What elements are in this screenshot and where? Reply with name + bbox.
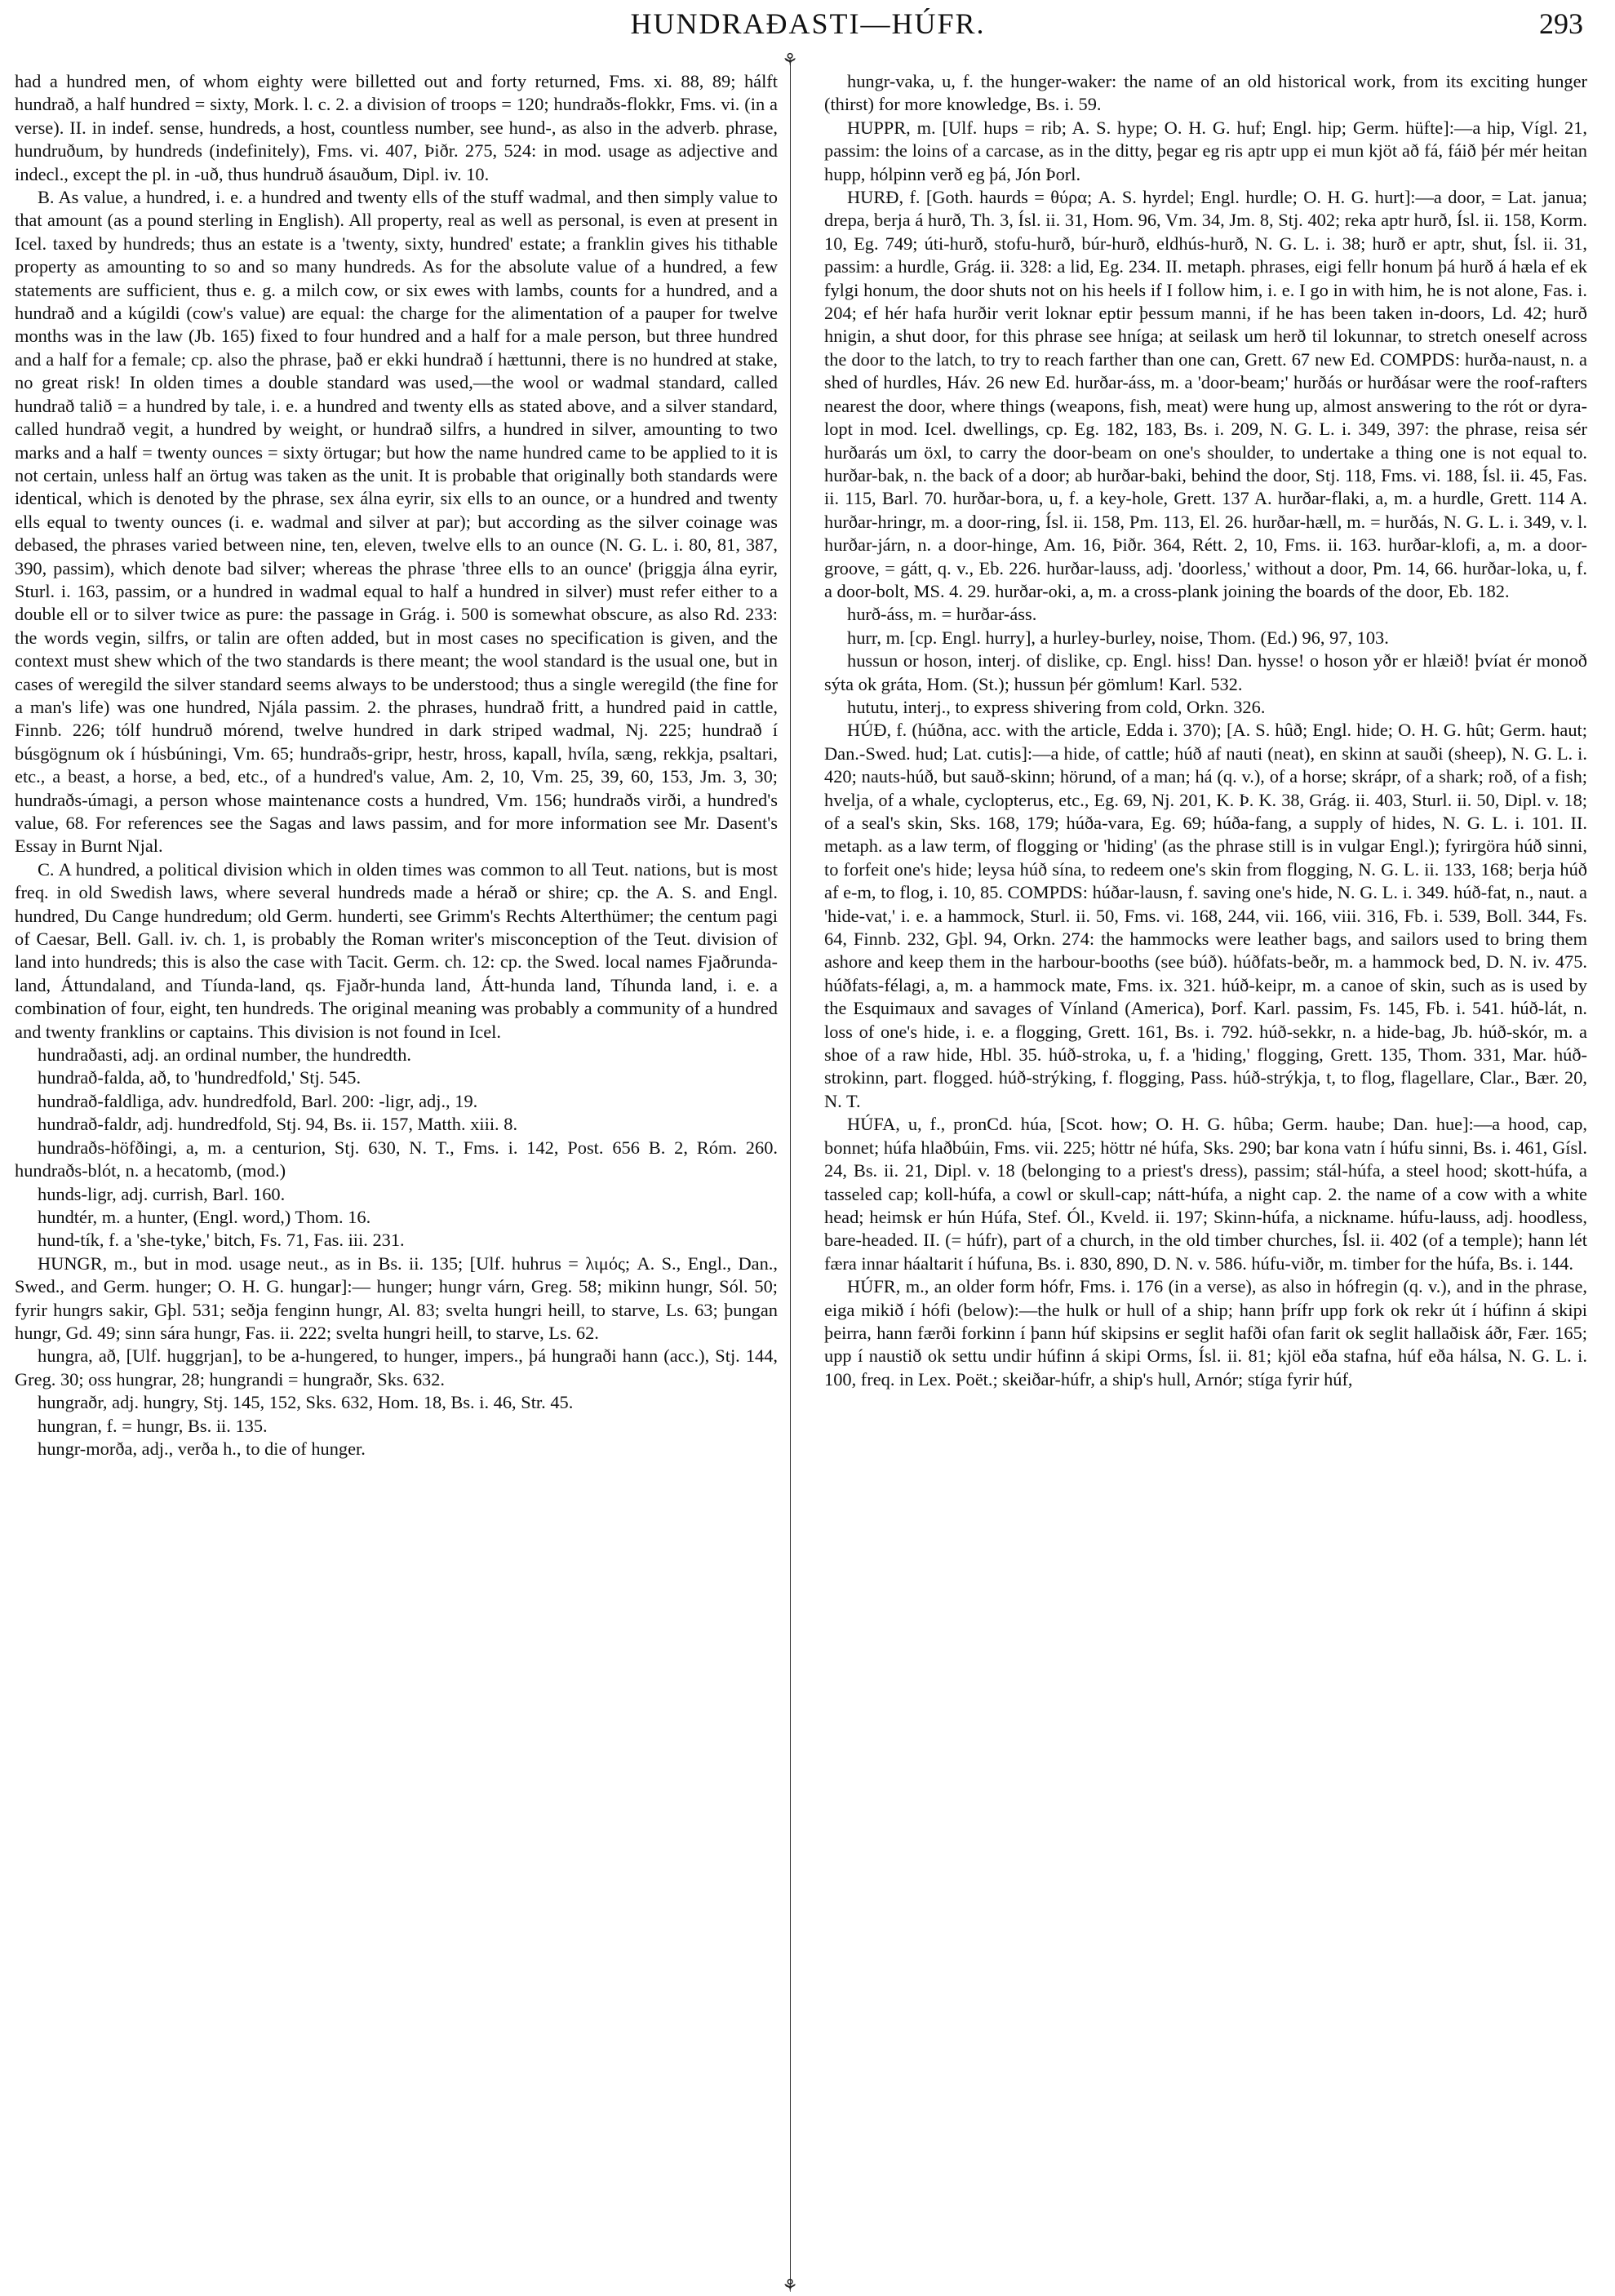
dictionary-entry: hund-tík, f. a 'she-tyke,' bitch, Fs. 71, Fas. iii. 231.	[38, 1230, 405, 1251]
dictionary-entry: hundrað-falda, að, to 'hundredfold,' Stj. 545.	[38, 1067, 362, 1088]
dictionary-entry: hurr, m. [cp. Engl. hurry], a hurley-burley, noise, Thom. (Ed.) 96, 97, 103.	[847, 627, 1389, 648]
dictionary-entry: hunds-ligr, adj. currish, Barl. 160.	[38, 1183, 286, 1204]
entry-text: B. As value, a hundred, i. e. a hundred and twenty ells of the stuff wadmal, and then simply value to that amount (as a pound sterling in English). All property, real as well as personal, is even at present in Icel. taxed by hundreds; thus an estate is a 'twenty, sixty, hundred' estate; a franklin gives his tithable property as amounting to so and so many hundreds. As for the absolute value of a hundred, a few statements are sufficient, thus e. g. a milch cow, or six ewes with lambs, counts for a hundred, and a hundrað and a kúgildi (cow's value) are equal: the charge for the alimentation of a pauper for twelve months was in the law (Jb. 165) fixed to four hundred and a half for a male person, but three hundred and a half for a female; cp. also the phrase, það er ekki hundrað í hættunni, there is no hundred at stake, no great risk! In olden times a double standard was used,—the wool or wadmal standard, called hundrað talið = a hundred by tale, i. e. a hundred and twenty ells as stated above, and a silver standard, called hundrað vegit, a hundred by weight, or hundrað silfrs, a hundred in silver, amounting to two marks and a half = twenty ounces = sixty örtugar; but how the name hundred came to be applied to it is not certain, unless half an örtug was taken as the unit. It is probable that originally both standards were identical, which is denoted by the phrase, sex álna eyrir, six ells to an ounce, or a hundred and twenty ells equal to twenty ounces (i. e. wadmal and silver at par); but according as the silver coinage was debased, the phrases varied between nine, ten, eleven, twelve ells to an ounce (N. G. L. i. 80, 81, 387, 390, passim), which denote bad silver; whereas the phrase 'three ells to an ounce' (þriggja álna eyrir, Sturl. i. 163, passim, or a hundred in wadmal equal to half a hundred in silver) must refer either to a double ell or to silver twice as pure: the passage in Grág. i. 500 is somewhat obscure, as also Rd. 233: the words vegin, silfrs, or talin are often added, but in most cases no specification is given, and the context must shew which of the two standards is there meant; the wool standard is the usual one, but in cases of weregild the silver standard seems always to be understood; thus a single weregild (the fine for a man's life) was one hundred, Njála passim. 2. the phrases, hundrað fritt, a hundred paid in cattle, Finnb. 226; tólf hundruð mórend, twelve hundred in dark striped wadmal, Nj. 225; hundrað í búsgögnum ok í húsbúningi, Vm. 65; hundraðs-gripr, hestr, hross, kapall, hvíla, sæng, rekkja, psaltari, etc., a beast, a horse, a bed, etc., of a hundred's value, Am. 2, 10, Vm. 25, 39, 60, 153, Jm. 3, 30; hundraðs-úmagi, a person whose maintenance costs a hundred, Vm. 156; hundraðs virði, a hundred's value, 68. For references see the Sagas and laws passim, and for more information see Mr. Dasent's Essay in Burnt Njal.	[15, 187, 778, 857]
dictionary-entry: HURÐ, f. [Goth. haurds = θύρα; A. S. hyrdel; Engl. hurdle; O. H. G. hurt]:—a door, = Lat. janua; drepa, berja á hurð, Th. 3, Ísl. ii. 31, Hom. 96, Vm. 34, Jm. 8, Stj. 402; reka aptr hurð, Ísl. ii. 158, Korm. 10, Eg. 749; úti-hurð, stofu-hurð, búr-hurð, eldhús-hurð, N. G. L. i. 38; hurð er aptr, shut, Ísl. ii. 31, passim: a hurdle, Grág. ii. 328: a lid, Eg. 234. II. metaph. phrases, eigi fellr honum þá hurð á hæla ef ek fylgi honum, the door shuts not on his heels if I follow him, i. e. I go in with him, he is not alone, Fas. i. 204; ef hér hafa hurðir verit loknar eptir þessum manni, if he has been taken in-doors, Ld. 42; hurð hnigin, a shut door, for this phrase see hníga; at seilask um herð til lokunnar, to stretch oneself across the door to the latch, to try to reach farther than one can, Grett. 67 new Ed. COMPDS: hurða-naust, n. a shed of hurdles, Háv. 26 new Ed. hurðar-áss, m. a 'door-beam;' hurðás or hurðásar were the roof-rafters nearest the door, where things (weapons, fish, meat) were hung up, almost answering to the rót or dyra-lopt in mod. Icel. dwellings, cp. Eg. 182, 183, Bs. i. 209, N. G. L. i. 349, 397: the phrase, reisa sér hurðarás um öxl, to carry the door-beam on one's shoulder, to undertake a thing one is not equal to. hurðar-bak, n. the back of a door; ab hurðar-baki, behind the door, Stj. 118, Fms. vi. 188, Ísl. ii. 45, Fas. ii. 115, Barl. 70. hurðar-bora, u, f. a key-hole, Grett. 137 A. hurðar-flaki, a, m. a hurdle, Grett. 114 A. hurðar-hringr, m. a door-ring, Ísl. ii. 158, Pm. 113, El. 26. hurðar-hæll, m. = hurðás, N. G. L. i. 349, v. l. hurðar-járn, n. a door-hinge, Am. 16, Þiðr. 364, Rétt. 2, 10, Fms. ii. 163. hurðar-klofi, a, m. a door-groove, = gátt, q. v., Eb. 226. hurðar-lauss, adj. 'doorless,' without a door, Pm. 14, 66. hurðar-loka, u, f. a door-bolt, MS. 4. 29. hurðar-oki, a, m. a cross-plank joining the boards of the door, Eb. 182.	[824, 187, 1587, 601]
right-column	[824, 70, 1587, 1391]
dictionary-entry: HUNGR, m., but in mod. usage neut., as in Bs. ii. 135; [Ulf. huhrus = λιμός; A. S., Engl., Dan., Swed., and Germ. hunger; O. H. G. hungar]:— hunger; hungr várn, Greg. 58; mikinn hungr, Sól. 50; fyrir hungrs sakir, Gþl. 531; seðja fenginn hungr, Al. 83; svelta hungri heill, to starve, Ls. 63; þungan hungr, Gd. 49; sinn sára hungr, Fas. ii. 222; svelta hungri heill, to starve, Ls. 62.	[15, 1252, 778, 1343]
dictionary-entry: HÚFR, m., an older form hófr, Fms. i. 176 (in a verse), as also in hófregin (q. v.), and in the phrase, eiga mikið í hófi (below):—the hulk or hull of a ship; hann þrífr upp fork ok rekr út í húfinn á skipi þeirra, hann færði forkinn í þann húf skipsins er seglit hafði ofan farit ok seglit hallaðisk áðr, Fær. 165; upp í naustið ok settu undir húfinn á skipi Orms, Ísl. ii. 81; kjöl eða stafna, húf eða hálsa, N. G. L. i. 100, freq. in Lex. Poët.; skeiðar-húfr, a ship's hull, Arnór; stíga fyrir húf,	[824, 1276, 1587, 1390]
dictionary-entry: HUPPR, m. [Ulf. hups = rib; A. S. hype; O. H. G. huf; Engl. hip; Germ. hüfte]:—a hip, Vígl. 21, passim: the loins of a carcase, as in the ditty, þegar eg ris aptr upp ei mun kjöt að fá, fáið þér mér heitan hupp, hólpinn verð eg þá, Jón Þorl.	[824, 117, 1587, 184]
dictionary-entry: hundrað-faldr, adj. hundredfold, Stj. 94, Bs. ii. 157, Matth. xiii. 8.	[38, 1114, 518, 1135]
column-divider	[790, 60, 791, 2288]
dictionary-entry: HÚÐ, f. (húðna, acc. with the article, Edda i. 370); [A. S. hûð; Engl. hide; O. H. G. hût; Germ. haut; Dan.-Swed. hud; Lat. cutis]:—a hide, of cattle; húð af nauti (neat), en skinn at sauði (sheep), N. G. L. i. 420; nauts-húð, but sauð-skinn; hörund, of a man; há (q. v.), of a horse; skrápr, of a shark; roð, of a fish; hvelja, of a whale, cyclopterus, etc., Eg. 69, Nj. 201, K. Þ. K. 38, Grág. ii. 403, Sturl. ii. 50, Dipl. v. 18; of a seal's skin, Sks. 168, 179; húða-vara, Eg. 69; húða-fang, a supply of hides, N. G. L. i. 101. II. metaph. as a law term, of flogging or 'hiding' (as the phrase still is in vulgar Engl.); fyrirgöra húð sinni, to forfeit one's hide; leysa húð sína, to redeem one's skin from flogging, N. G. L. ii. 133, 168; berja húð af e-m, to flog, i. 10, 85. COMPDS: húðar-lausn, f. saving one's hide, N. G. L. i. 349. húð-fat, n., naut. a 'hide-vat,' i. e. a hammock, Sturl. ii. 50, Fms. vi. 168, 244, vii. 166, viii. 316, Fb. i. 539, Boll. 344, Fs. 64, Finnb. 232, Gþl. 94, Orkn. 274: the hammocks were leather bags, and sailors used to bring them ashore and keep them in the harbour-booths (see búð). húðfats-beðr, m. a hammock bed, D. N. iv. 475. húðfats-félagi, a, m. a hammock mate, Fms. ix. 321. húð-keipr, m. a canoe of skin, such as is used by the Esquimaux and savages of Vínland (America), Þorf. Karl. passim, Fs. 145, Fb. i. 541. húð-lát, n. loss of one's hide, i. e. a flogging, Grett. 161, Bs. i. 792. húð-sekkr, n. a hide-bag, Jb. húð-skór, m. a shoe of a raw hide, Hbl. 35. húð-stroka, u, f. a 'hiding,' flogging, Grett. 135, Thom. 331, Mar. húð-strokinn, part. flogged. húð-strýking, f. flogging, Pass. húð-strýkja, t, to flog, flagellare, Clar., Bær. 20, N. T.	[824, 720, 1587, 1111]
dictionary-entry: hungran, f. = hungr, Bs. ii. 135.	[38, 1415, 268, 1436]
running-header	[33, 7, 1583, 39]
dictionary-entry: hungraðr, adj. hungry, Stj. 145, 152, Sks. 632, Hom. 18, Bs. i. 46, Str. 45.	[38, 1392, 574, 1413]
dictionary-entry: hundraðasti, adj. an ordinal number, the hundredth.	[38, 1044, 411, 1066]
dictionary-entry: HÚFA, u, f., pronCd. húa, [Scot. how; O. H. G. hûba; Germ. haube; Dan. hue]:—a hood, cap, bonnet; húfa hlaðbúin, Fms. vii. 225; höttr né húfa, Sks. 290; bar kona vatn í húfu sinni, Bs. i. 461, Gísl. 24, Bs. ii. 21, Dipl. v. 18 (belonging to a priest's dress), passim; stál-húfa, a steel hood; skott-húfa, a tasseled cap; koll-húfa, a cowl or skull-cap; nátt-húfa, a night cap. 2. the name of a cow with a white head; heimsk er hún Húfa, Stef. Ól., Kveld. ii. 197; Skinn-húfa, a nickname. húfu-lauss, adj. hoodless, bare-headed. II. (= húfr), part of a church, in the old timber churches, Ísl. ii. 402 (of a temple); hann lét færa innar háaltarit í húfuna, Bs. i. 830, 890, D. N. v. 586. húfu-viðr, m. timber for the húfa, Bs. i. 144.	[824, 1114, 1587, 1274]
divider-ornament-top: ⚘	[782, 50, 798, 70]
dictionary-entry: hungra, að, [Ulf. huggrjan], to be a-hungered, to hunger, impers., þá hungraði hann (acc.), Stj. 144, Greg. 30; oss hungrar, 28; hungrandi = hungraðr, Sks. 632.	[15, 1345, 778, 1390]
entry-text: had a hundred men, of whom eighty were billetted out and forty returned, Fms. xi. 88, 89; hálft hundrað, a half hundred = sixty, Mork. l. c. 2. a division of troops = 120; hundraðs-flokkr, Fms. vi. (in a verse). II. in indef. sense, hundreds, a host, countless number, see hund-, as also in the adverb. phrase, hundruðum, by hundreds (indefinitely), Fms. vi. 407, Þiðr. 275, 524: in mod. usage as adjective and indecl., except the pl. in -uð, thus hundruð ásauðum, Dipl. iv. 10.	[15, 71, 778, 184]
page-number: 293	[1539, 7, 1583, 40]
dictionary-entry: hussun or hoson, interj. of dislike, cp. Engl. hiss! Dan. hysse! o hoson yðr er hlæið! þvíat ér monoð sýta ok gráta, Hom. (St.); hussun þér gömlum! Karl. 532.	[824, 650, 1587, 694]
dictionary-entry: hungr-morða, adj., verða h., to die of hunger.	[38, 1438, 366, 1459]
dictionary-entry: hututu, interj., to express shivering from cold, Orkn. 326.	[847, 696, 1266, 717]
dictionary-entry: hundrað-faldliga, adv. hundredfold, Barl. 200: -ligr, adj., 19.	[38, 1090, 478, 1111]
running-head-title: HUNDRAÐASTI—HÚFR.	[630, 7, 986, 40]
left-column	[15, 70, 778, 1460]
entry-text: C. A hundred, a political division which in olden times was common to all Teut. nations, but is most freq. in old Swedish laws, where several hundreds made a hérað or shire; cp. the A. S. and Engl. hundred, Du Cange hundredum; old Germ. hunderti, see Grimm's Rechts Alterthümer; the centum pagi of Caesar, Bell. Gall. iv. ch. 1, is probably the Roman writer's misconception of the Teut. division of land into hundreds; this is also the case with Tacit. Germ. ch. 12: cp. the Swed. local names Fjaðrunda-land, Áttundaland, and Tíunda-land, qs. Fjaðr-hunda land, Átt-hunda land, Tíhunda land, i. e. a combination of four, eight, ten hundreds. The original meaning was probably a community of a hundred and twenty franklins or captains. This division is not found in Icel.	[15, 858, 778, 1042]
dictionary-entry: hundtér, m. a hunter, (Engl. word,) Thom. 16.	[38, 1206, 371, 1227]
dictionary-entry: hundraðs-höfðingi, a, m. a centurion, Stj. 630, N. T., Fms. i. 142, Post. 656 B. 2, Róm. 260. hundraðs-blót, n. a hecatomb, (mod.)	[15, 1137, 778, 1181]
dictionary-entry: hurð-áss, m. = hurðar-áss.	[847, 604, 1037, 625]
dictionary-entry: hungr-vaka, u, f. the hunger-waker: the name of an old historical work, from its exciting hunger (thirst) for more knowledge, Bs. i. 59.	[824, 71, 1587, 115]
divider-ornament-bottom: ⚘	[782, 2276, 798, 2296]
